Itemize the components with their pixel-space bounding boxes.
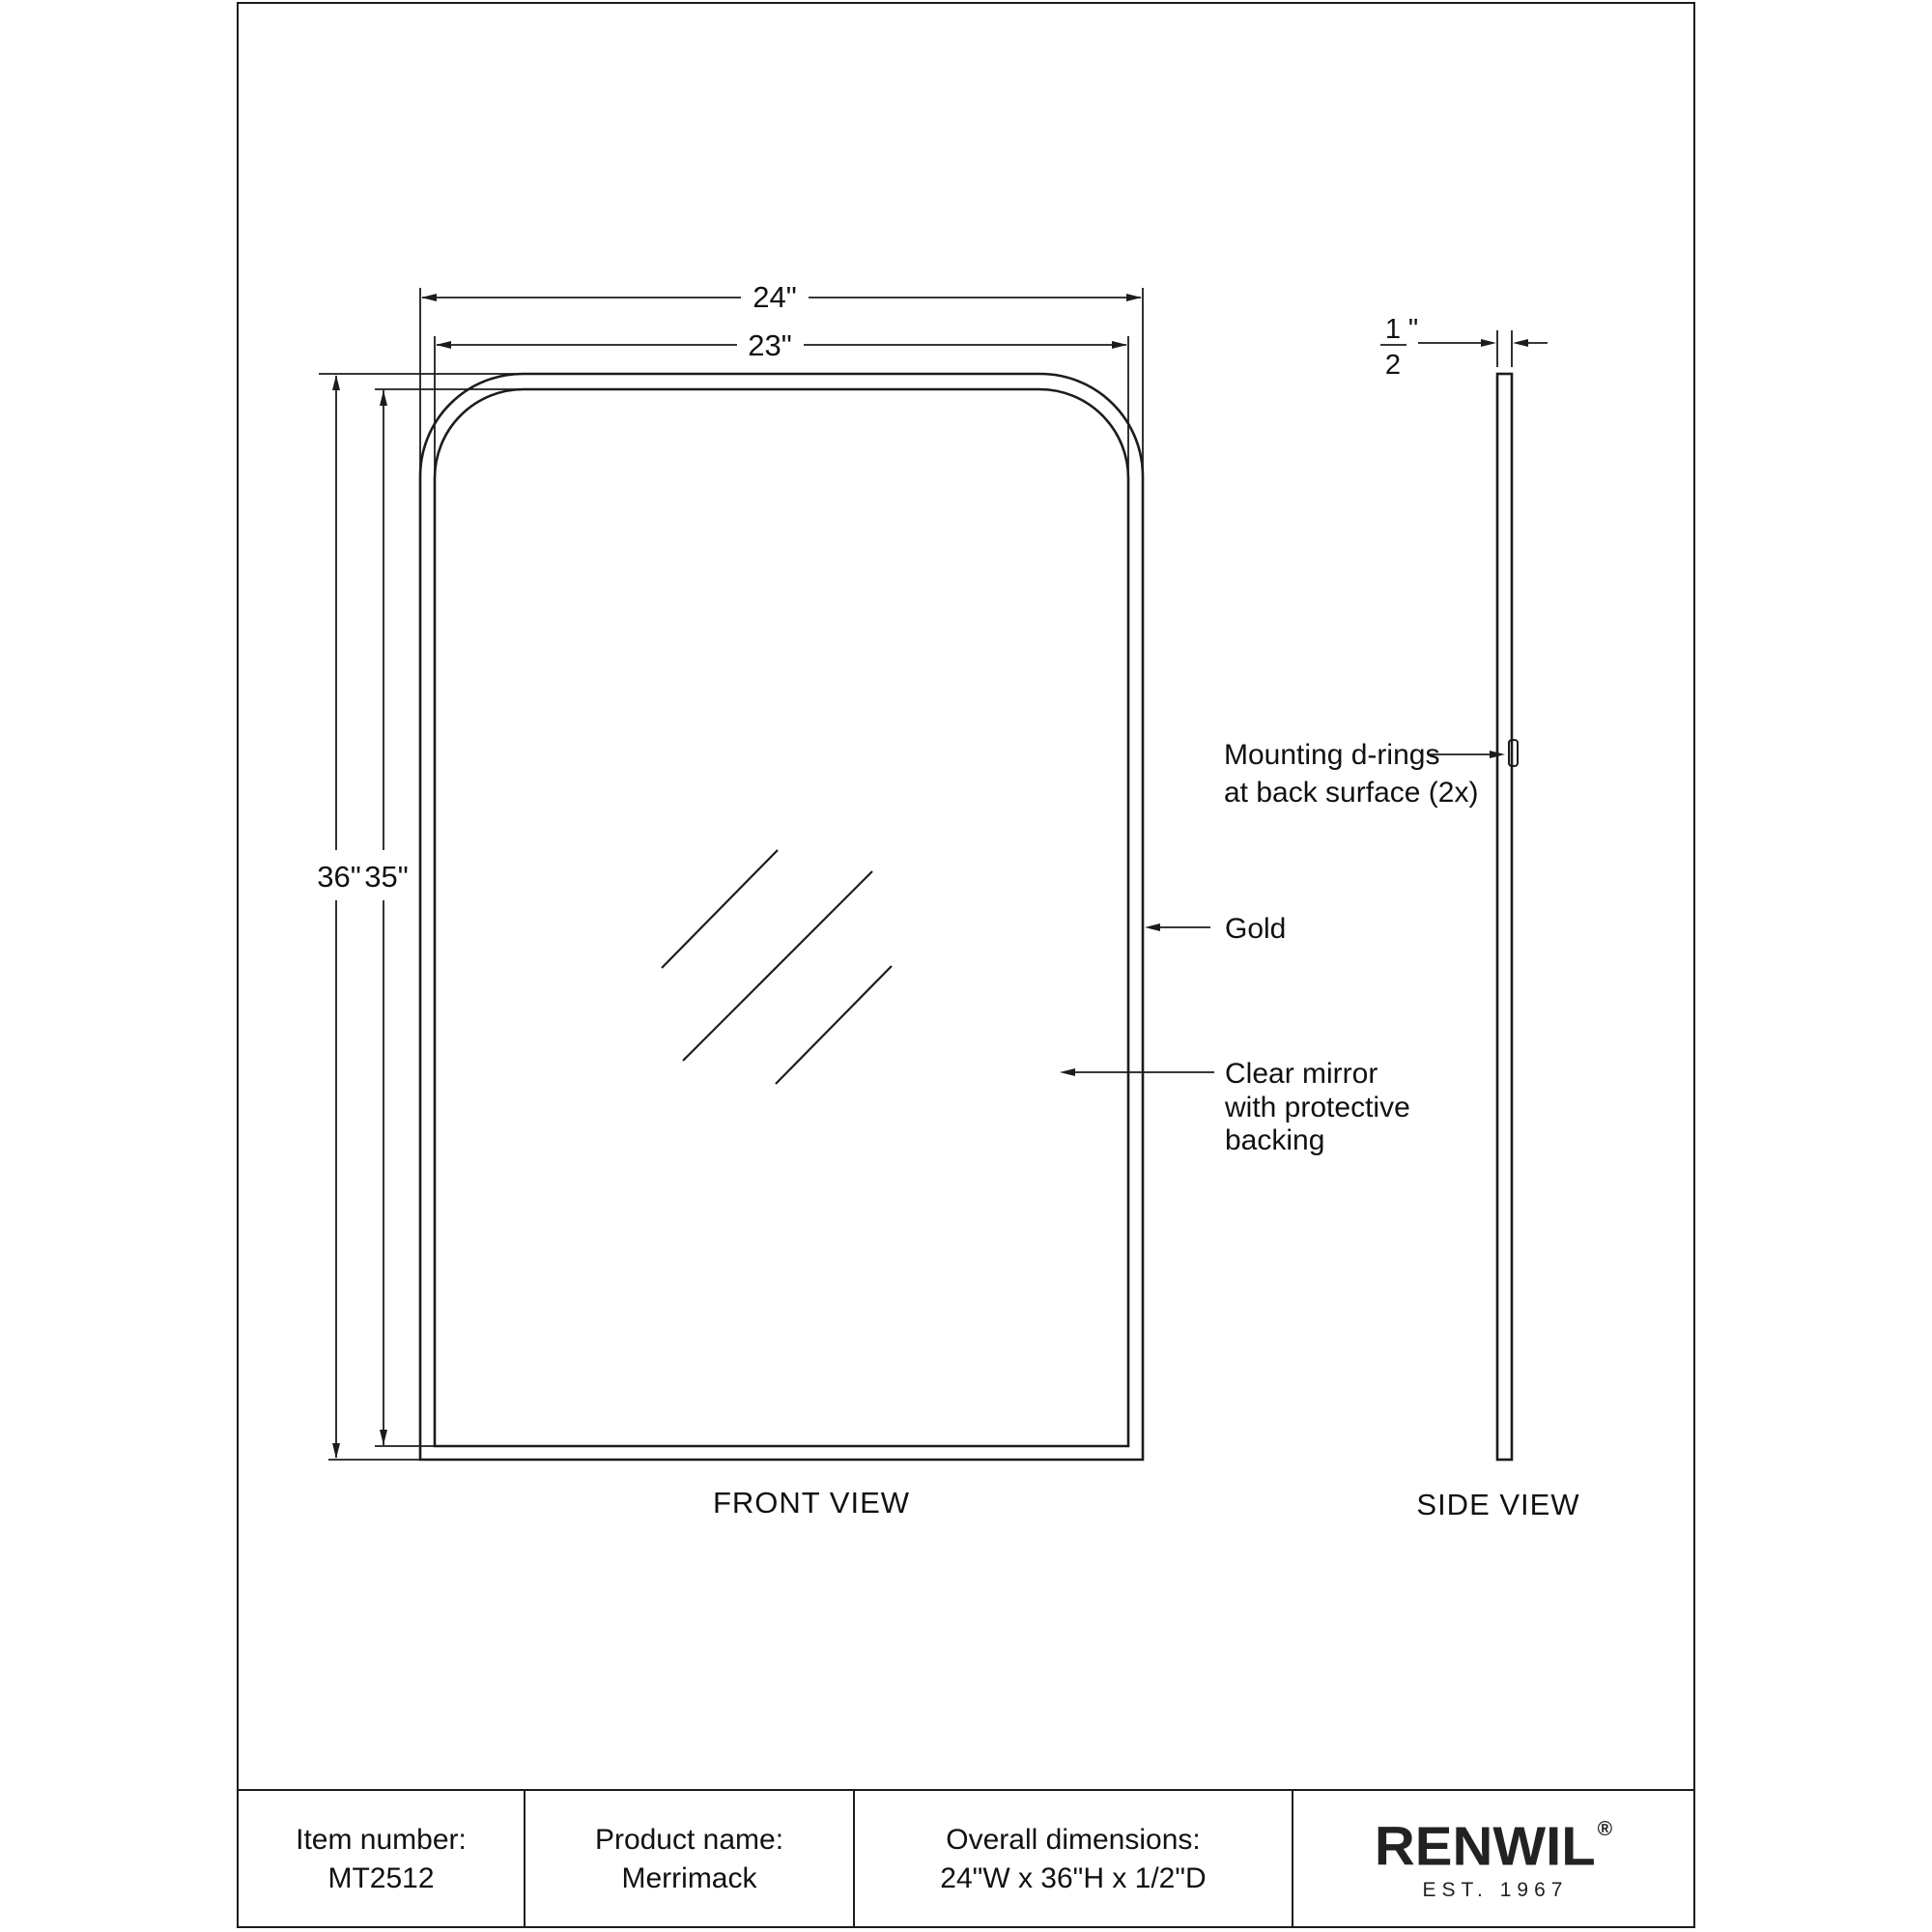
thickness-unit-mark: " xyxy=(1407,314,1419,345)
dimension-thickness xyxy=(1380,314,1548,381)
footer-table xyxy=(237,1789,1695,1928)
mirror-callout-line3: backing xyxy=(1225,1124,1325,1156)
dimension-outer-width xyxy=(421,280,1142,314)
d-ring-profile xyxy=(1509,740,1518,766)
product-name-value: Merrimack xyxy=(621,1861,757,1894)
overall-dimensions-cell xyxy=(853,1791,1292,1926)
dimension-outer-height xyxy=(317,375,361,1459)
mirror-inner-outline xyxy=(435,389,1128,1446)
callout-clear-mirror xyxy=(1060,1058,1410,1156)
side-view-profile xyxy=(1497,374,1512,1460)
mirror-outer-outline xyxy=(420,374,1143,1460)
brand-tagline: EST. 1967 xyxy=(1422,1879,1569,1902)
side-view-label: SIDE VIEW xyxy=(1416,1488,1580,1521)
dimension-inner-height xyxy=(364,390,409,1445)
front-view-mirror xyxy=(420,374,1143,1460)
outer-height-label: 36" xyxy=(317,860,361,894)
callout-gold-finish xyxy=(1145,913,1286,945)
finish-callout-label: Gold xyxy=(1225,913,1287,945)
brand-cell xyxy=(1292,1791,1693,1926)
item-number-value: MT2512 xyxy=(327,1861,435,1894)
extension-lines xyxy=(319,288,1143,1460)
side-view-mirror xyxy=(1497,374,1518,1460)
outer-width-label: 24" xyxy=(753,280,797,314)
brand-logo: RENWIL xyxy=(1374,1815,1596,1877)
mirror-callout-line1: Clear mirror xyxy=(1225,1058,1378,1090)
thickness-numerator: 1 xyxy=(1384,314,1402,345)
thickness-denominator: 2 xyxy=(1384,350,1402,381)
front-view-label: FRONT VIEW xyxy=(712,1486,911,1520)
item-number-cell xyxy=(239,1791,524,1926)
overall-dimensions-value: 24"W x 36"H x 1/2"D xyxy=(940,1861,1207,1894)
mounting-callout-line1: Mounting d-rings xyxy=(1224,739,1440,771)
mirror-callout-line2: with protective xyxy=(1225,1092,1410,1123)
inner-height-label: 35" xyxy=(364,860,409,894)
registered-trademark-icon: ® xyxy=(1597,1817,1613,1840)
overall-dimensions-label: Overall dimensions: xyxy=(946,1823,1201,1856)
item-number-label: Item number: xyxy=(296,1823,467,1856)
mounting-callout-line2: at back surface (2x) xyxy=(1224,777,1479,809)
dimension-inner-width xyxy=(436,328,1127,362)
product-name-cell xyxy=(524,1791,853,1926)
mirror-shine-marks xyxy=(662,850,892,1084)
callout-mounting-drings xyxy=(1224,739,1505,809)
inner-width-label: 23" xyxy=(748,328,792,362)
product-name-label: Product name: xyxy=(594,1823,784,1856)
